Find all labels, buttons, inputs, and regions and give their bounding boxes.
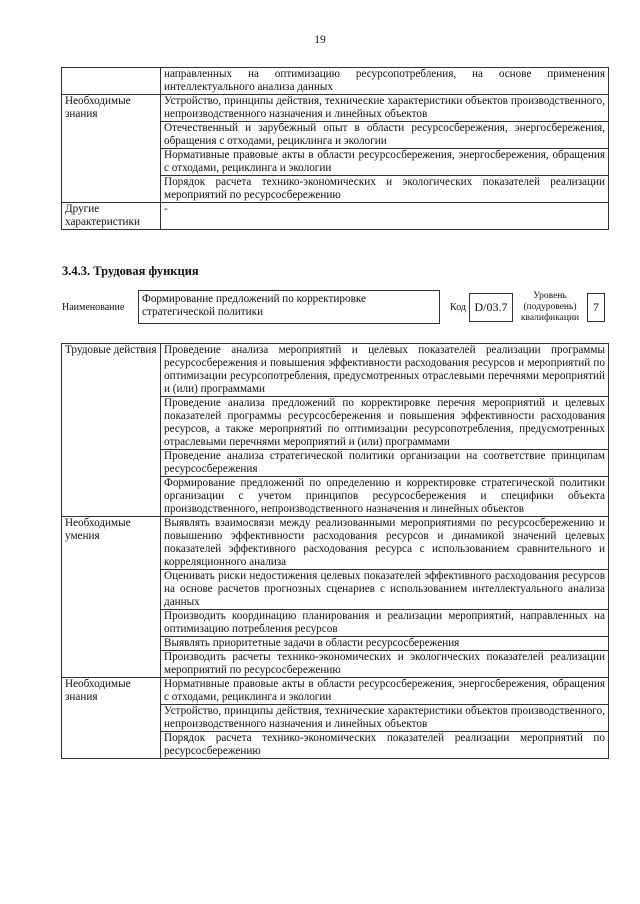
row-text: Производить расчеты технико-экономических и экологических показателей реализации мероприятий по ресурсосбережению [161,651,609,678]
row-text: Порядок расчета технико-экономических и экологических показателей реализации мероприятий по ресурсосбережению [161,176,609,203]
code-value: D/03.7 [469,293,513,322]
row-text: Устройство, принципы действия, технические характеристики объектов производственного, непроизводственного назначения и линейных объектов [161,95,609,122]
page-number: 19 [314,34,326,46]
section-title: 3.4.3. Трудовая функция [62,264,199,278]
labor-function-table [61,343,609,759]
row-text: Оценивать риски недостижения целевых показателей эффективного расходования ресурсов на основе расчетов прогнозных сценариев с использованием интеллектуального анализа данных [161,570,609,610]
name-label: Наименование [62,301,125,313]
row-text: Нормативные правовые акты в области ресурсосбережения, энергосбережения, обращения с отходами, рециклинга и экологии [161,678,609,705]
table-row [62,344,609,397]
row-label: Необходимые знания [62,678,161,759]
level-value: 7 [587,293,605,322]
row-label: Другие характеристики [62,203,161,230]
row-text: Выявлять приоритетные задачи в области ресурсосбережения [161,637,609,651]
row-text: Нормативные правовые акты в области ресурсосбережения, энергосбережения, обращения с отходами, рециклинга и экологии [161,149,609,176]
row-text: Проведение анализа мероприятий и целевых показателей реализации программы ресурсосбережения и повышения эффективности расходования ресурсов и мероприятий по оптимизации ресурсопотребления, предусмотренных отраслевыми перечнями мероприятий и (или) программами [161,344,609,397]
table-row [62,203,609,230]
level-label: Уровень (подуровень) квалификации [520,290,580,323]
row-label: Трудовые действия [62,344,161,517]
row-label [62,68,161,95]
row-text: Порядок расчета технико-экономических показателей реализации мероприятий по ресурсосбережению [161,732,609,759]
row-text: Выявлять взаимосвязи между реализованными мероприятиями по ресурсосбережению и повышению эффективности расходования ресурсов и динамикой значений целевых показателей эффективного расходования ресурса с использованием сравнительного и корреляционного анализа [161,517,609,570]
row-text: Проведение анализа стратегической политики организации на соответствие принципам ресурсосбережения [161,450,609,477]
row-text: Формирование предложений по определению и корректировке стратегической политики организации с учетом принципов ресурсосбережения и специфики объекта производственного, непроизводственного назначения и линейных объектов [161,477,609,517]
row-label: Необходимые умения [62,517,161,678]
row-text: - [161,203,609,230]
code-label: Код [450,301,466,313]
row-text: Отечественный и зарубежный опыт в области ресурсосбережения, энергосбережения, обращения с отходами, рециклинга и экологии [161,122,609,149]
table-row [62,68,609,95]
top-requirements-table [61,67,609,230]
table-row [62,517,609,570]
name-value: Формирование предложений по корректировке стратегической политики [138,290,440,324]
row-text: Устройство, принципы действия, технические характеристики объектов производственного, непроизводственного назначения и линейных объектов [161,705,609,732]
row-label: Необходимые знания [62,95,161,203]
table-row [62,95,609,122]
table-row [62,678,609,705]
function-header [62,290,605,324]
row-text: направленных на оптимизацию ресурсопотребления, на основе применения интеллектуального анализа данных [161,68,609,95]
row-text: Проведение анализа предложений по корректировке перечня мероприятий и целевых показателей программы ресурсосбережения и повышения эффективности расходования ресурсов, а также мероприятий по оптимизации ресурсопотребления, предусмотренных отраслевыми перечнями мероприятий и (или) программами [161,397,609,450]
row-text: Производить координацию планирования и реализации мероприятий, направленных на оптимизацию потребления ресурсов [161,610,609,637]
